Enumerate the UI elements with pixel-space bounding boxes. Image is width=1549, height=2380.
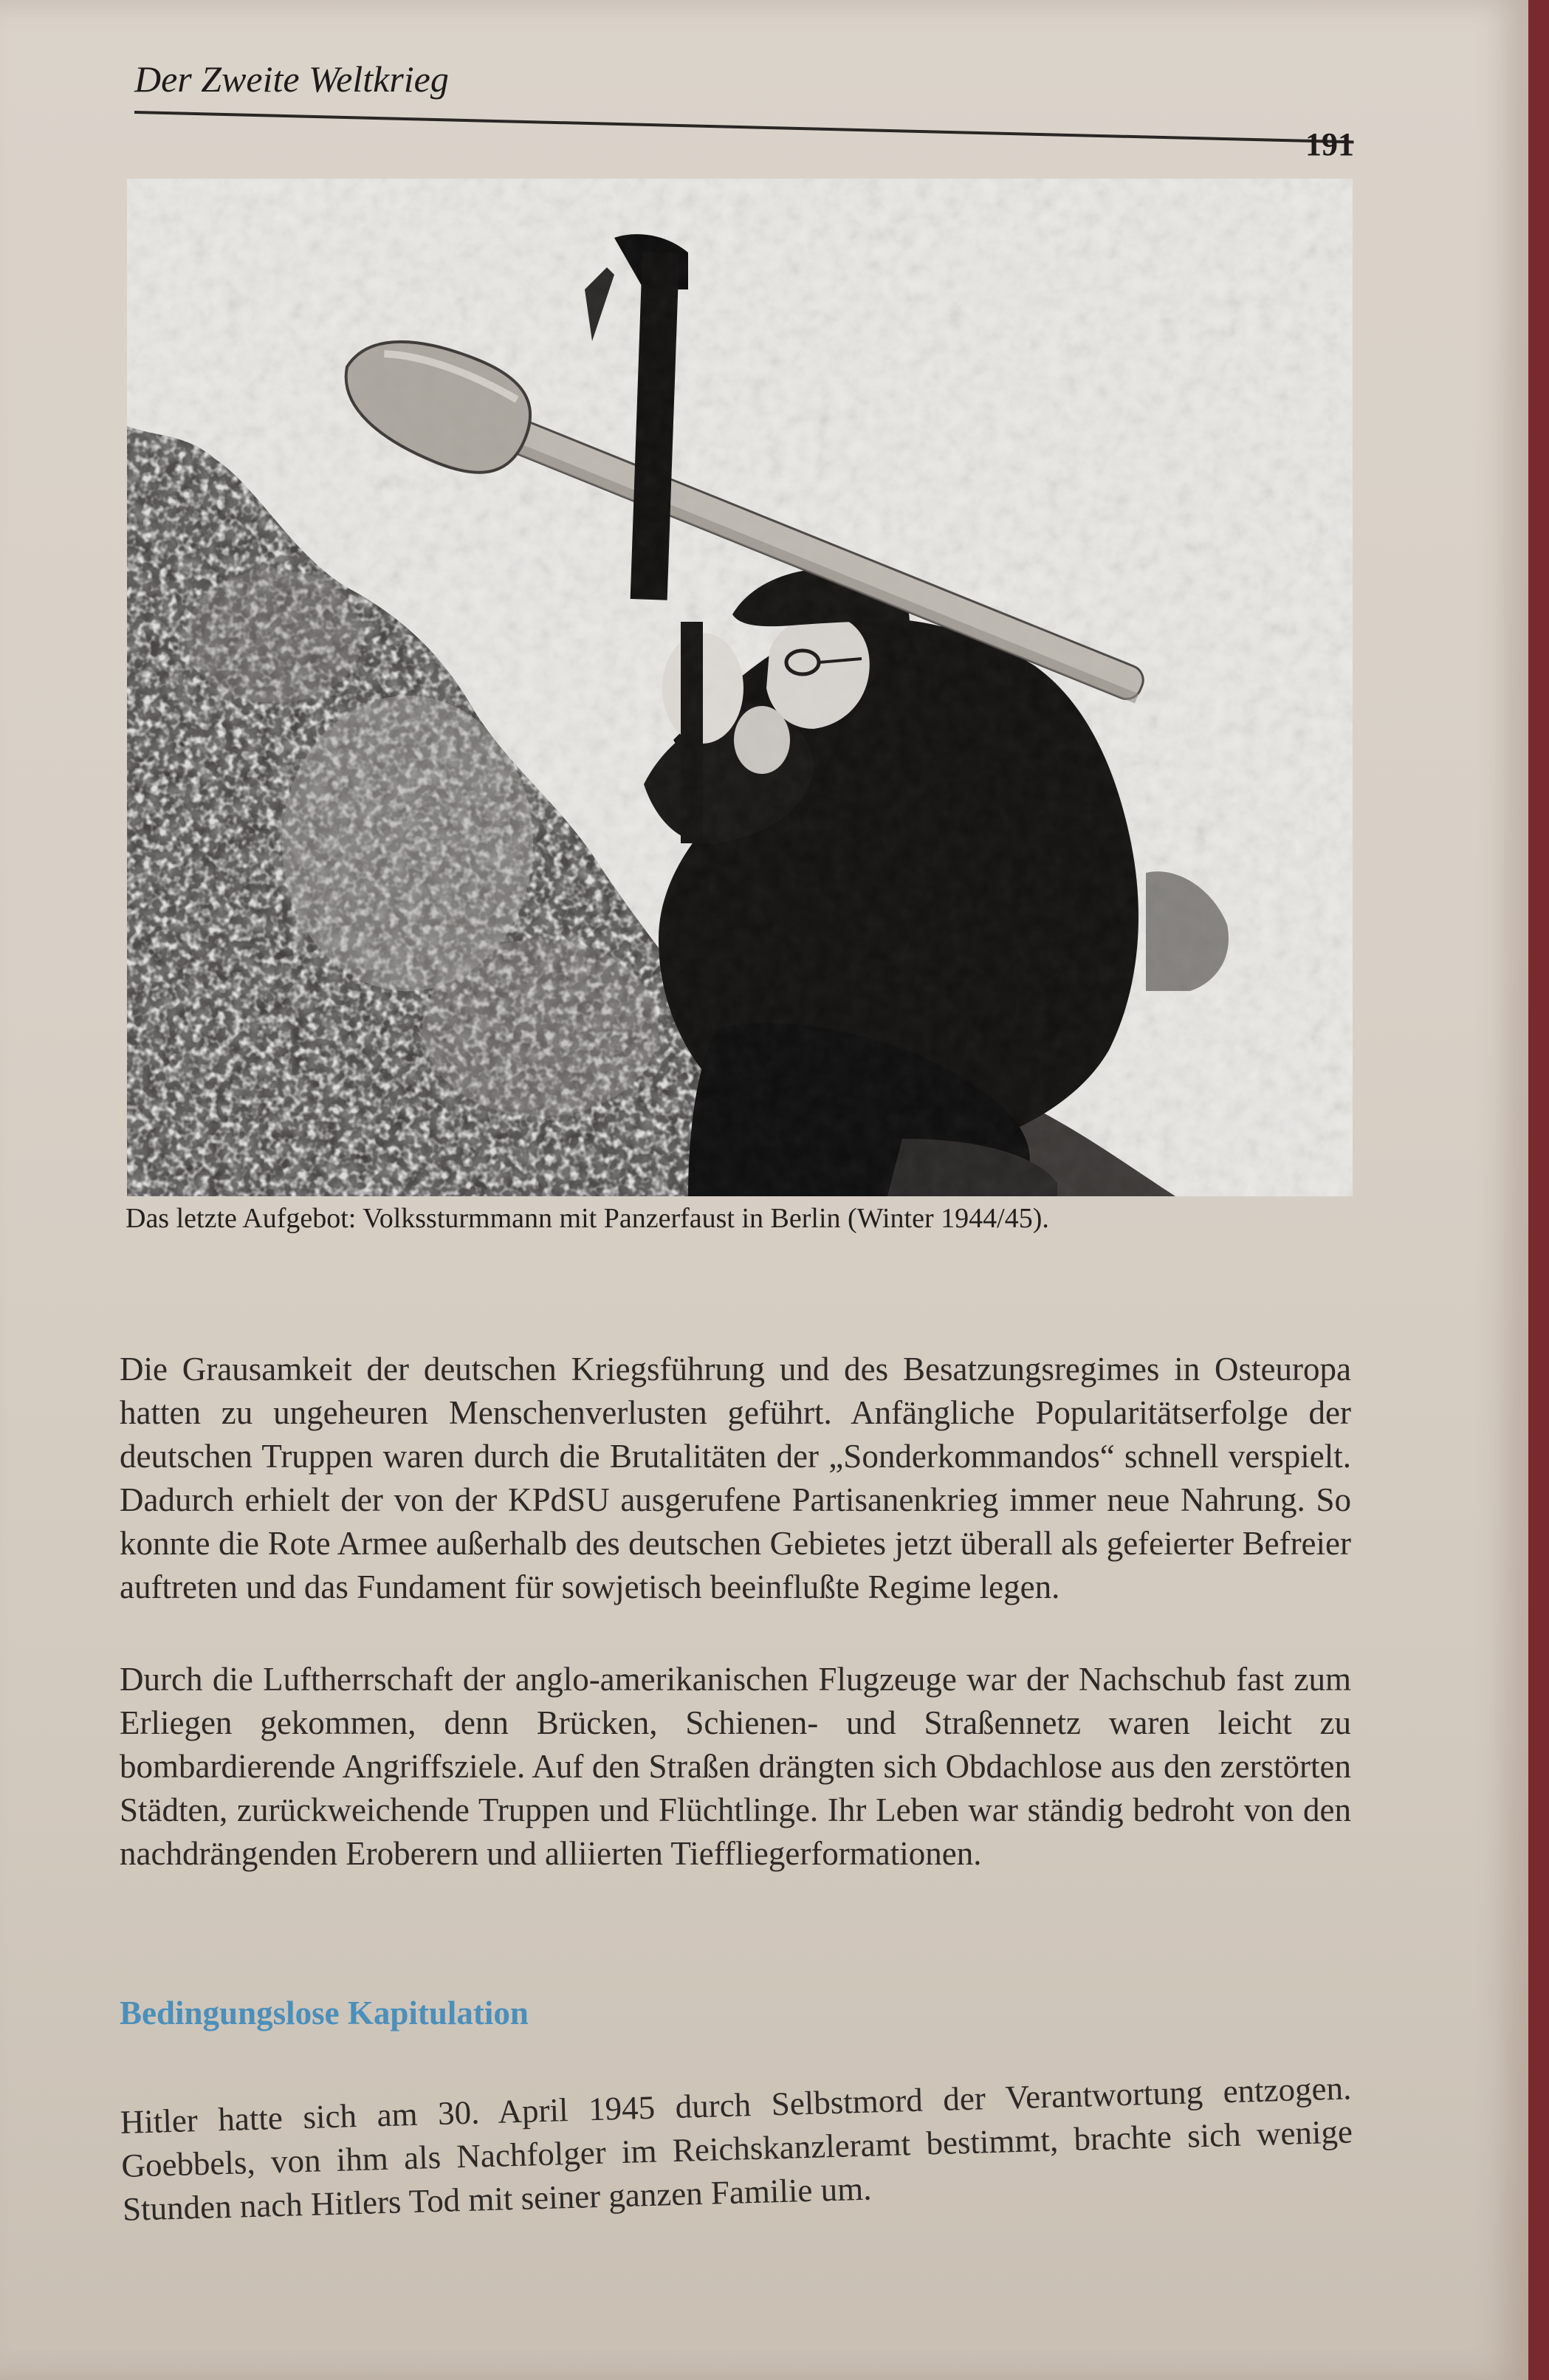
running-title: Der Zweite Weltkrieg: [134, 58, 449, 100]
paragraph-2: Durch die Luftherrschaft der anglo-amerikanischen Flugzeuge war der Nachschub fast zum Erliegen gekommen, denn Brücken, Schienen- und Straßennetz waren leicht zu bombardierende Angriffsziele. Auf den Straßen drängten sich Obdachlose aus den zerstörten Städten, zurückweichende Truppen und Flüchtlinge. Ihr Leben war ständig bedroht von den nachdrängenden Eroberern und alliierten Tieffliegerformationen.: [120, 1661, 1351, 1872]
photo-caption: Das letzte Aufgebot: Volkssturmmann mit Panzerfaust in Berlin (Winter 1944/45).: [126, 1203, 1049, 1234]
paragraph-3: Hitler hatte sich am 30. April 1945 durch Selbstmord der Verantwortung entzogen. Goebbels, von ihm als Nachfolger im Reichskanzleramt bestimmt, brachte sich wenige Stunden nach Hitlers Tod mit seiner ganzen Familie um.: [120, 2069, 1353, 2228]
paragraph-1: Die Grausamkeit der deutschen Kriegsführung und des Besatzungsregimes in Osteuropa hatten zu ungeheuren Menschenverlusten geführt. Anfängliche Popularitätserfolge der deutschen Truppen waren durch die Brutalitäten der „Sonderkommandos“ schnell verspielt. Dadurch erhielt der von der KPdSU ausgerufene Partisanenkrieg immer neue Nahrung. So konnte die Rote Armee außerhalb des deutschen Gebietes jetzt überall als gefeierter Befreier auftreten und das Fundament für sowjetisch beeinflußte Regime legen.: [120, 1351, 1351, 1605]
page-number: 191: [1305, 126, 1354, 162]
header-rule: [134, 111, 1354, 143]
photo-illustration: [127, 179, 1353, 1196]
photograph: [127, 179, 1353, 1196]
section-heading: Bedingungslose Kapitulation: [120, 1995, 529, 2031]
